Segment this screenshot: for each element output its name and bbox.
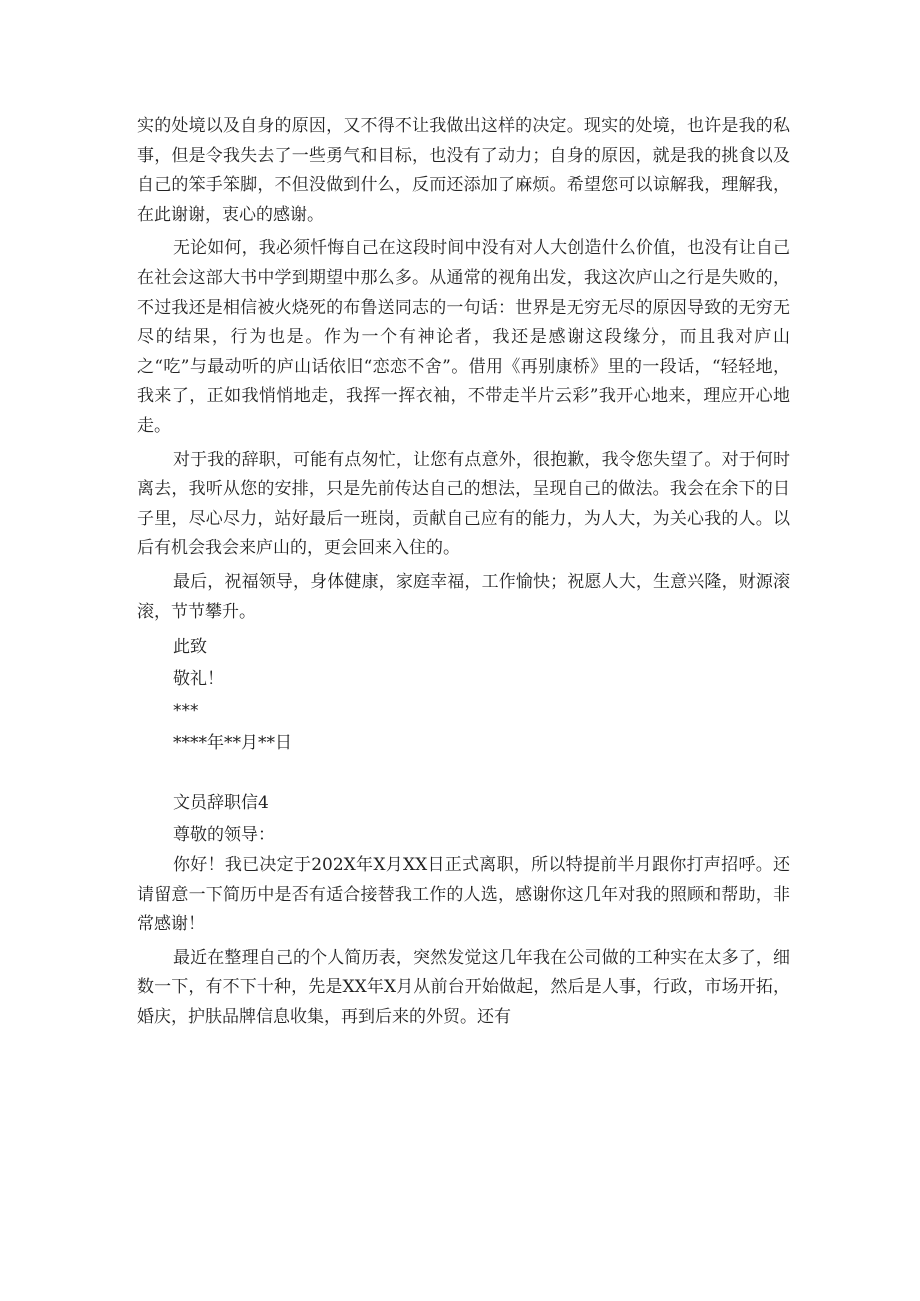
closing-line-1: 此致 bbox=[173, 637, 207, 658]
signature: *** bbox=[173, 701, 199, 722]
paragraph-2: 无论如何，我必须忏悔自己在这段时间中没有对人大创造什么价值，也没有让自己在社会这部大书中学到期望中那么多。从通常的视角出发，我这次庐山之行是失败的，不过我还是相信被火烧死的布鲁送同志的一句话：世界是无穷无尽的原因导致的无穷无尽的结果，行为也是。作为一个有神论者，我还是感谢这段缘分，而且我对庐山之“吃”与最动听的庐山话依旧“恋恋不舍”。借用《再别康桥》里的一段话，“轻轻地，我来了，正如我悄悄地走，我挥一挥衣袖，不带走半片云彩”我开心地来，理应开心地走。 bbox=[137, 238, 790, 436]
section-title: 文员辞职信4 bbox=[173, 793, 269, 814]
date-line: ****年**月**日 bbox=[173, 733, 292, 754]
paragraph-5: 你好！我已决定于202X年X月XX日正式离职，所以特提前半月跟你打声招呼。还请留意一下简历中是否有适合接替我工作的人选，感谢你这几年对我的照顾和帮助，非常感谢！ bbox=[137, 855, 790, 935]
paragraph-4: 最后，祝福领导，身体健康，家庭幸福，工作愉快；祝愿人大，生意兴隆，财源滚滚，节节攀升。 bbox=[137, 571, 790, 622]
closing-line-2: 敬礼！ bbox=[173, 669, 224, 690]
paragraph-6: 最近在整理自己的个人简历表，突然发觉这几年我在公司做的工种实在太多了，细数一下，有不下十种，先是XX年X月从前台开始做起，然后是人事，行政，市场开拓，婚庆，护肤品牌信息收集，再到后来的外贸。还有 bbox=[137, 947, 790, 1028]
document-page bbox=[137, 112, 790, 1037]
paragraph-3: 对于我的辞职，可能有点匆忙，让您有点意外，很抱歉，我令您失望了。对于何时离去，我听从您的安排，只是先前传达自己的想法，呈现自己的做法。我会在余下的日子里，尽心尽力，站好最后一班岗，贡献自己应有的能力，为人大，为关心我的人。以后有机会我会来庐山的，更会回来入住的。 bbox=[137, 449, 790, 559]
section-spacer bbox=[137, 759, 790, 787]
paragraph-1: 实的处境以及自身的原因，又不得不让我做出这样的决定。现实的处境，也许是我的私事，但是令我失去了一些勇气和目标，也没有了动力；自身的原因，就是我的挑食以及自己的笨手笨脚，不但没做到什么，反而还添加了麻烦。希望您可以谅解我，理解我，在此谢谢，衷心的感谢。 bbox=[137, 116, 790, 225]
salutation: 尊敬的领导： bbox=[173, 825, 275, 846]
